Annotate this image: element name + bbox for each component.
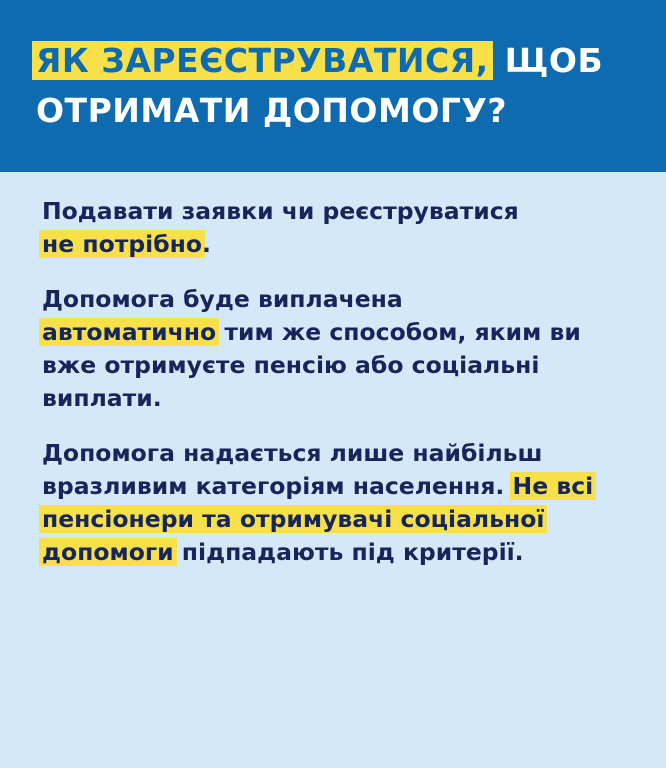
paragraph-2-end: тим же способом, яким ви вже отримуєте пенсію або соціальні виплати. <box>42 318 581 412</box>
paragraph-2-highlight: автоматично <box>39 318 219 346</box>
page-title <box>36 36 636 136</box>
info-paragraph-2 <box>42 283 632 415</box>
info-paragraph-3 <box>42 437 632 569</box>
paragraph-3-highlight: Не всі пенсіонери та отримувачі соціальної допомоги <box>39 472 596 566</box>
title-highlight: ЯК ЗАРЕЄСТРУВАТИСЯ, <box>32 41 493 80</box>
paragraph-1-highlight: не потрібно <box>39 230 205 258</box>
paragraph-3-text: Допомога надається лише найбільш вразливим категоріям населення. <box>42 439 543 500</box>
paragraph-3-end: підпадають під критерії. <box>181 538 524 566</box>
info-paragraph-1 <box>42 195 632 261</box>
paragraph-2-text: Допомога буде виплачена <box>42 285 403 313</box>
header-banner <box>0 0 666 172</box>
title-rest: ЩОБ ОТРИМАТИ ДОПОМОГУ? <box>36 41 604 130</box>
paragraph-1-text: Подавати заявки чи реєструватися <box>42 197 519 225</box>
paragraph-1-end: . <box>202 230 211 258</box>
info-content <box>42 195 632 591</box>
